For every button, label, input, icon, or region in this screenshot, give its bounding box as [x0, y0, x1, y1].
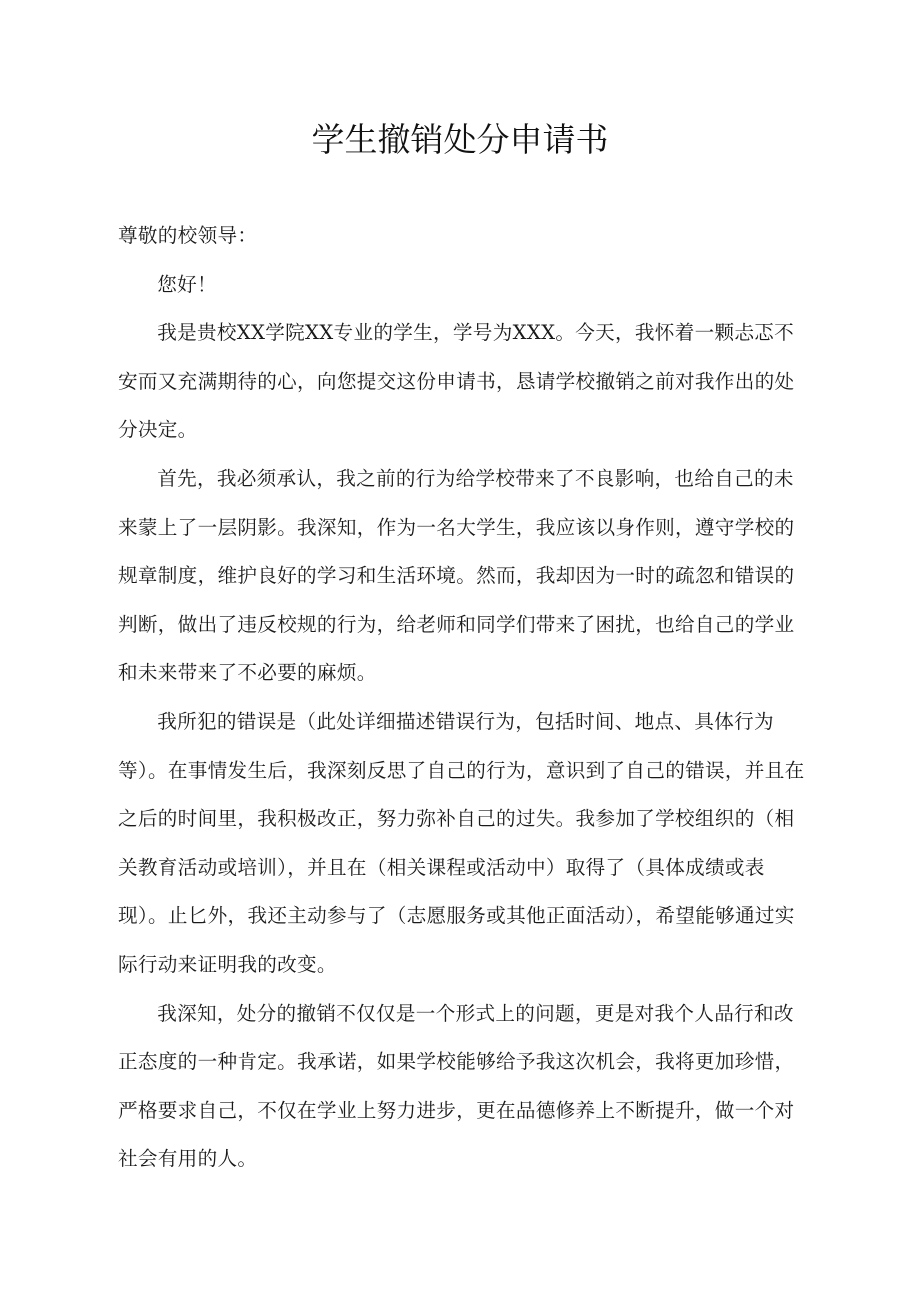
paragraph-introduction: 我是贵校XX学院XX专业的学生，学号为XXX。今天，我怀着一颗忐忑不安而又充满期待的心，向您提交这份申请书，恳请学校撤销之前对我作出的处分决定。 — [118, 321, 795, 442]
document-body — [118, 212, 806, 1184]
paragraph-mistake-description: 我所犯的错误是（此处详细描述错误行为，包括时间、地点、具体行为等）。在事情发生后，我深刻反思了自己的行为，意识到了自己的错误，并且在之后的时间里，我积极改正，努力弥补自己的过失。我参加了学校组织的（相关教育活动或培训），并且在（相关课程或活动中）取得了（具体成绩或表现）。止匕外，我还主动参与了（志愿服务或其他正面活动），希望能够通过实际行动来证明我的改变。 — [118, 709, 805, 976]
salutation: 尊敬的校领导： — [118, 224, 258, 247]
paragraph-greeting: 您好！ — [157, 272, 217, 296]
document-title: 学生撤销处分申请书 — [311, 120, 609, 159]
paragraph-admission: 首先，我必须承认，我之前的行为给学校带来了不良影响，也给自己的未来蒙上了一层阴影。我深知，作为一名大学生，我应该以身作则，遵守学校的规章制度，维护良好的学习和生活环境。然而，我却因为一时的疏忽和错误的判断，做出了违反校规的行为，给老师和同学们带来了困扰，也给自己的学业和未来带来了不必要的麻烦。 — [118, 466, 795, 685]
paragraph-commitment: 我深知，处分的撤销不仅仅是一个形式上的问题，更是对我个人品行和改正态度的一种肯定。我承诺，如果学校能够给予我这次机会，我将更加珍惜，严格要求自己，不仅在学业上努力进步，更在品德修养上不断提升，做一个对社会有用的人。 — [118, 1001, 795, 1171]
